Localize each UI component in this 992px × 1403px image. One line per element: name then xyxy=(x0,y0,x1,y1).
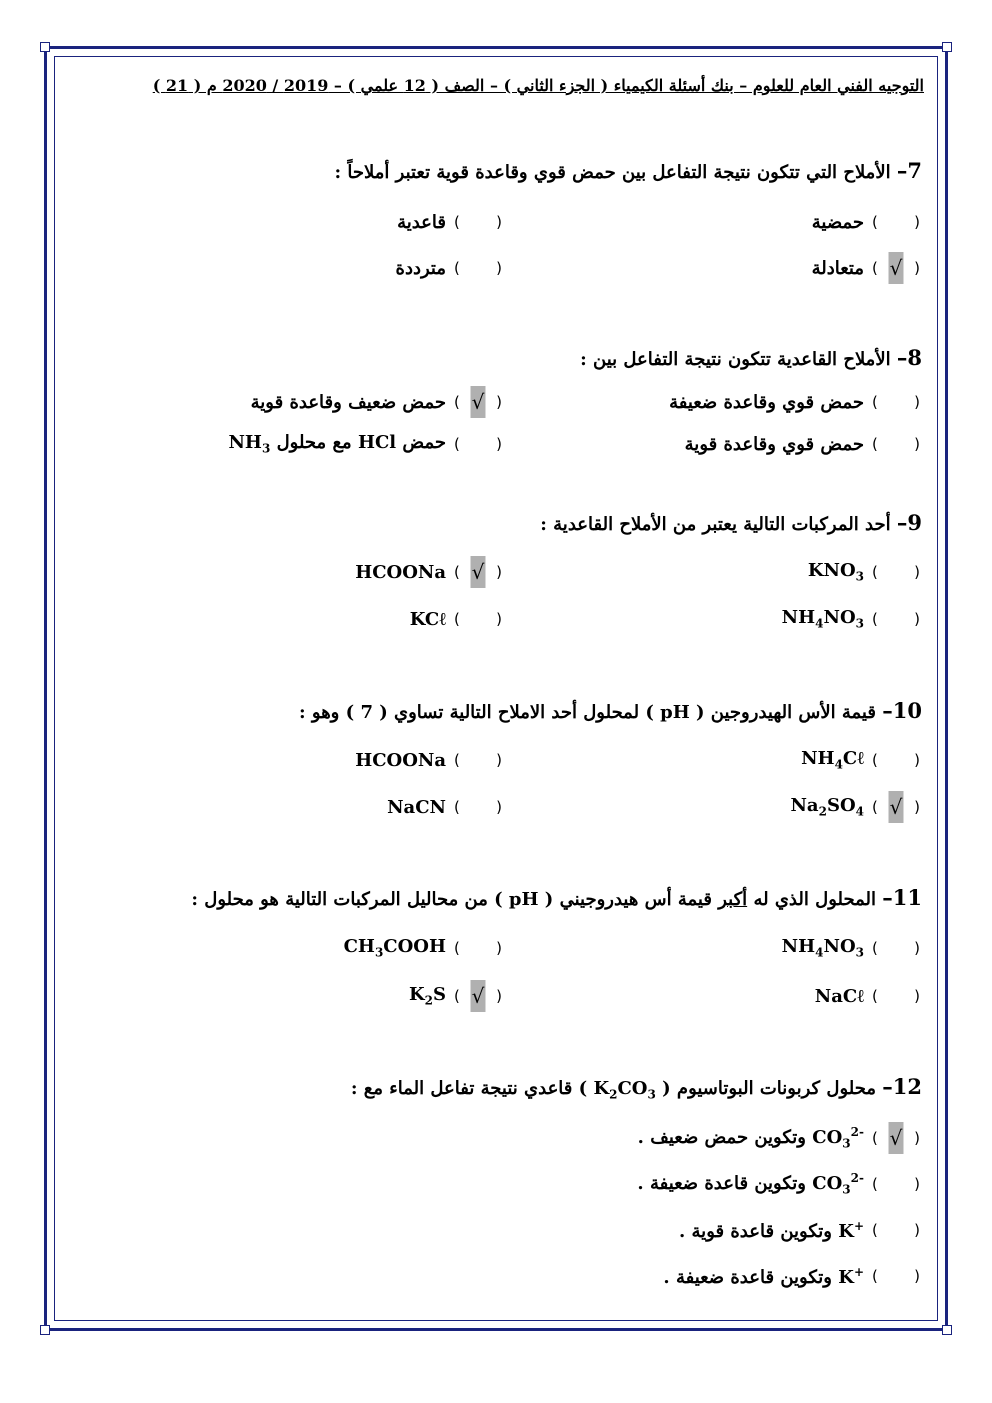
option-text: قاعدية xyxy=(397,211,446,233)
check-mark-icon: √ xyxy=(889,791,904,823)
question-8 xyxy=(580,345,922,370)
option-formula: $NH_4NO_3$ xyxy=(781,936,864,960)
option-formula: NaCℓ xyxy=(814,985,864,1007)
option-7-a[interactable]: ( ) حمضية xyxy=(811,211,920,233)
option-9-a[interactable]: ( ) $KNO_3$ xyxy=(807,560,920,584)
question-number: 10– xyxy=(882,698,922,723)
option-8-a[interactable]: ( ) حمض قوي وقاعدة ضعيفة xyxy=(669,391,920,413)
option-formula: $Na_2SO_4$ xyxy=(790,795,864,819)
option-text: حمض ضعيف وقاعدة قوية xyxy=(250,391,446,413)
option-text: متعادلة xyxy=(811,257,864,279)
border-corner xyxy=(942,42,952,52)
option-formula: $NH_4NO_3$ xyxy=(781,607,864,631)
option-formula: HCOONa xyxy=(355,561,446,583)
check-mark-icon: √ xyxy=(889,1122,904,1154)
option-11-d[interactable]: ( √ ) $K_2S$ xyxy=(409,980,502,1012)
option-8-b[interactable]: ( √ ) حمض ضعيف وقاعدة قوية xyxy=(251,386,502,418)
question-text: الأملاح القاعدية تتكون نتيجة التفاعل بين : xyxy=(580,349,891,370)
option-8-d[interactable]: ( ) حمض HCl مع محلول $NH_3$ xyxy=(228,432,502,456)
option-7-c[interactable]: ( √ ) متعادلة xyxy=(812,252,920,284)
option-8-c[interactable]: ( ) حمض قوي وقاعدة قوية xyxy=(684,433,920,455)
option-formula: $K_2S$ xyxy=(408,984,446,1008)
option-10-c[interactable]: ( √ ) $Na_2SO_4$ xyxy=(790,791,920,823)
option-formula: $KNO_3$ xyxy=(807,560,864,584)
option-text: مترددة xyxy=(395,257,446,279)
option-text: K+ وتكوين قاعدة قوية . xyxy=(679,1218,864,1242)
option-text: حمض قوي وقاعدة قوية xyxy=(684,433,864,455)
option-11-a[interactable]: ( ) $NH_4NO_3$ xyxy=(781,936,920,960)
option-text: $CO_3^{2-}$ وتكوين حمض ضعيف . xyxy=(637,1125,864,1151)
option-formula: KCℓ xyxy=(409,608,446,630)
option-7-b[interactable]: ( ) قاعدية xyxy=(397,211,502,233)
border-corner xyxy=(40,1325,50,1335)
option-text: حمض HCl مع محلول $NH_3$ xyxy=(228,432,446,456)
option-9-b[interactable]: ( √ ) HCOONa xyxy=(355,556,502,588)
option-11-b[interactable]: ( ) $CH_3COOH$ xyxy=(343,936,502,960)
option-7-d[interactable]: ( ) مترددة xyxy=(395,257,502,279)
question-text: محلول كربونات البوتاسيوم ( $K_2CO_3$ ) قاعدي نتيجة تفاعل الماء مع : xyxy=(350,1078,876,1102)
question-text: المحلول الذي له أكبر قيمة أس هيدروجيني ( pH ) من محاليل المركبات التالية هو محلول : xyxy=(191,889,876,910)
question-9 xyxy=(540,510,922,535)
border-corner xyxy=(40,42,50,52)
option-formula: NaCN xyxy=(387,796,446,818)
check-mark-icon: √ xyxy=(471,556,486,588)
question-number: 12– xyxy=(882,1074,922,1099)
option-10-b[interactable]: ( ) HCOONa xyxy=(355,749,502,771)
option-10-d[interactable]: ( ) NaCN xyxy=(387,796,502,818)
option-formula: HCOONa xyxy=(355,749,446,771)
question-11 xyxy=(191,885,922,910)
option-12-a[interactable]: ( √ ) $CO_3^{2-}$ وتكوين حمض ضعيف . xyxy=(638,1122,920,1154)
option-text: K+ وتكوين قاعدة ضعيفة . xyxy=(663,1264,864,1288)
option-11-c[interactable]: ( ) NaCℓ xyxy=(814,985,920,1007)
check-mark-icon: √ xyxy=(889,252,904,284)
option-12-c[interactable]: ( ) K+ وتكوين قاعدة قوية . xyxy=(679,1218,920,1242)
option-12-b[interactable]: ( ) $CO_3^{2-}$ وتكوين قاعدة ضعيفة . xyxy=(637,1171,920,1197)
option-12-d[interactable]: ( ) K+ وتكوين قاعدة ضعيفة . xyxy=(663,1264,920,1288)
option-formula: $NH_4C\ell$ xyxy=(801,748,864,772)
option-text: $CO_3^{2-}$ وتكوين قاعدة ضعيفة . xyxy=(637,1171,864,1197)
check-mark-icon: √ xyxy=(471,386,486,418)
option-9-d[interactable]: ( ) KCℓ xyxy=(409,608,502,630)
option-10-a[interactable]: ( ) $NH_4C\ell$ xyxy=(801,748,920,772)
question-number: 7– xyxy=(896,158,922,183)
question-10 xyxy=(299,698,922,723)
option-9-c[interactable]: ( ) $NH_4NO_3$ xyxy=(781,607,920,631)
question-text: الأملاح التي تتكون نتيجة التفاعل بين حمض قوي وقاعدة قوية تعتبر أملاحاً : xyxy=(334,162,891,183)
option-text: حمض قوي وقاعدة ضعيفة xyxy=(669,391,864,413)
check-mark-icon: √ xyxy=(471,980,486,1012)
question-7 xyxy=(334,158,922,183)
question-text: قيمة الأس الهيدروجين ( pH ) لمحلول أحد الاملاح التالية تساوي ( 7 ) وهو : xyxy=(298,702,876,723)
question-number: 11– xyxy=(882,885,922,910)
option-formula: $CH_3COOH$ xyxy=(343,936,446,960)
question-text: أحد المركبات التالية يعتبر من الأملاح القاعدية : xyxy=(540,514,891,535)
question-number: 8– xyxy=(896,345,922,370)
border-corner xyxy=(942,1325,952,1335)
question-number: 9– xyxy=(896,510,922,535)
question-12 xyxy=(351,1074,922,1102)
page-header: التوجيه الفني العام للعلوم – بنك أسئلة الكيمياء ( الجزء الثاني ) – الصف ( 12 علمي ) – 2019 / 2020 م ( 21 ) xyxy=(152,76,924,95)
option-text: حمضية xyxy=(811,211,864,233)
